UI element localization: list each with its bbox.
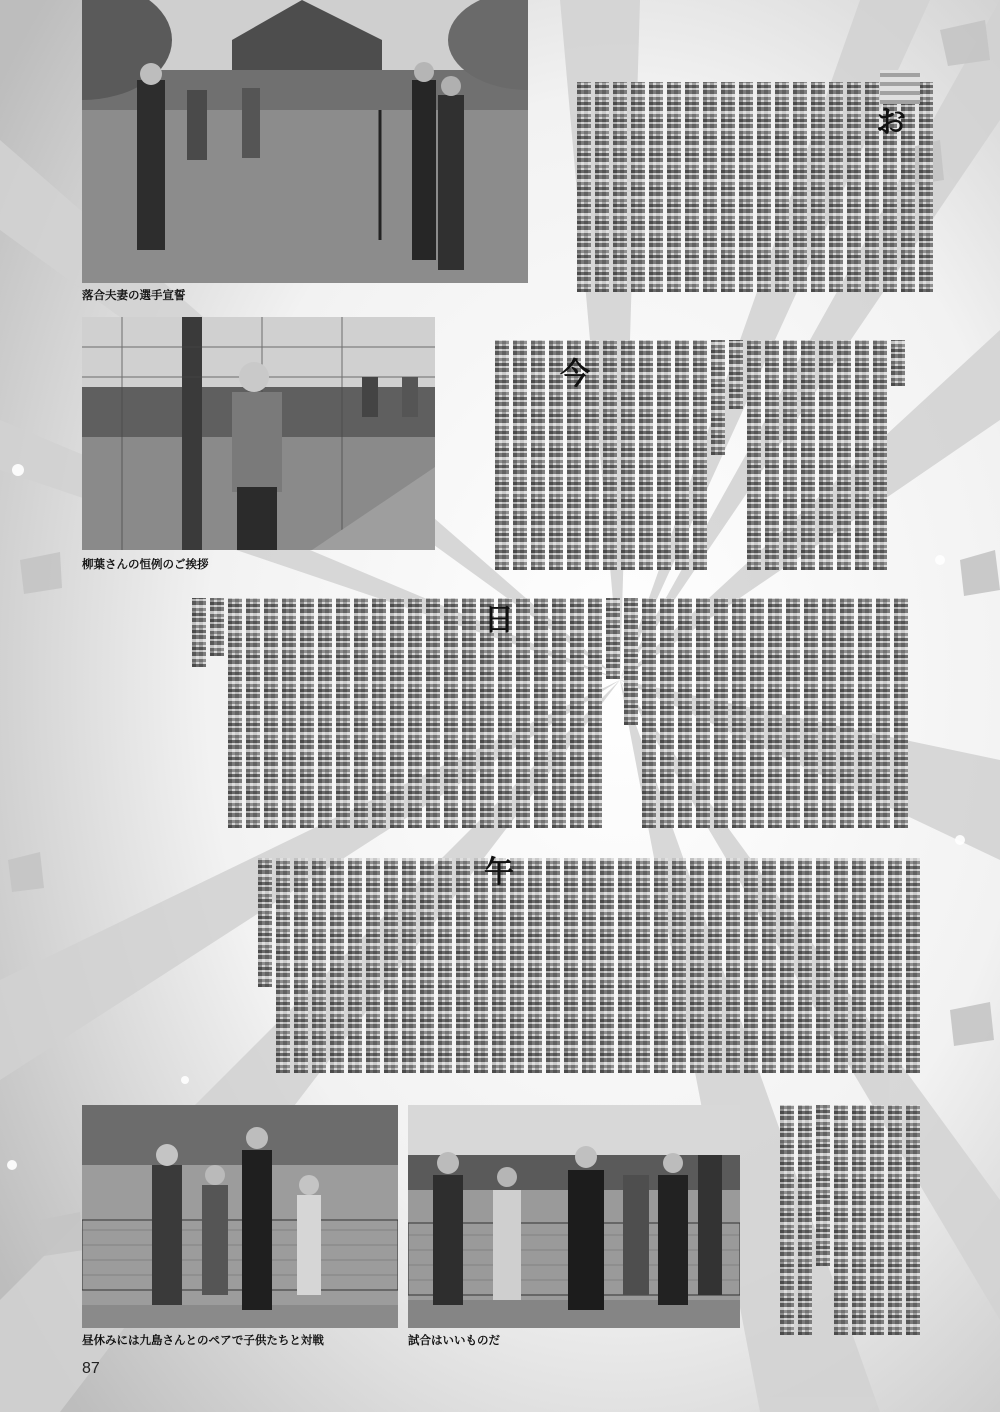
section-initial-o: お bbox=[876, 105, 906, 140]
photo4-caption: 試合はいいものだ bbox=[408, 1333, 500, 1347]
photo-match-handshake bbox=[408, 1105, 740, 1328]
section-initial-ima: 今 bbox=[560, 357, 590, 392]
page-number: 87 bbox=[82, 1360, 100, 1377]
section-initial-hi: 日 bbox=[484, 603, 514, 638]
photo-lunch-match-kids bbox=[82, 1105, 398, 1328]
section-initial-go: 午 bbox=[484, 855, 514, 890]
pixelated-header bbox=[880, 70, 920, 104]
photo1-caption: 落合夫妻の選手宣誓 bbox=[82, 288, 186, 302]
photo2-caption: 柳葉さんの恒例のご挨拶 bbox=[82, 557, 209, 571]
article-text-block-2 bbox=[455, 340, 905, 570]
photo-greeting-speech bbox=[82, 317, 435, 550]
photo3-caption: 昼休みには九島さんとのペアで子供たちと対戦 bbox=[82, 1333, 324, 1347]
article-text-block-4 bbox=[130, 855, 920, 1073]
article-text-block-5 bbox=[760, 1105, 920, 1335]
photo-opening-oath bbox=[82, 0, 528, 283]
